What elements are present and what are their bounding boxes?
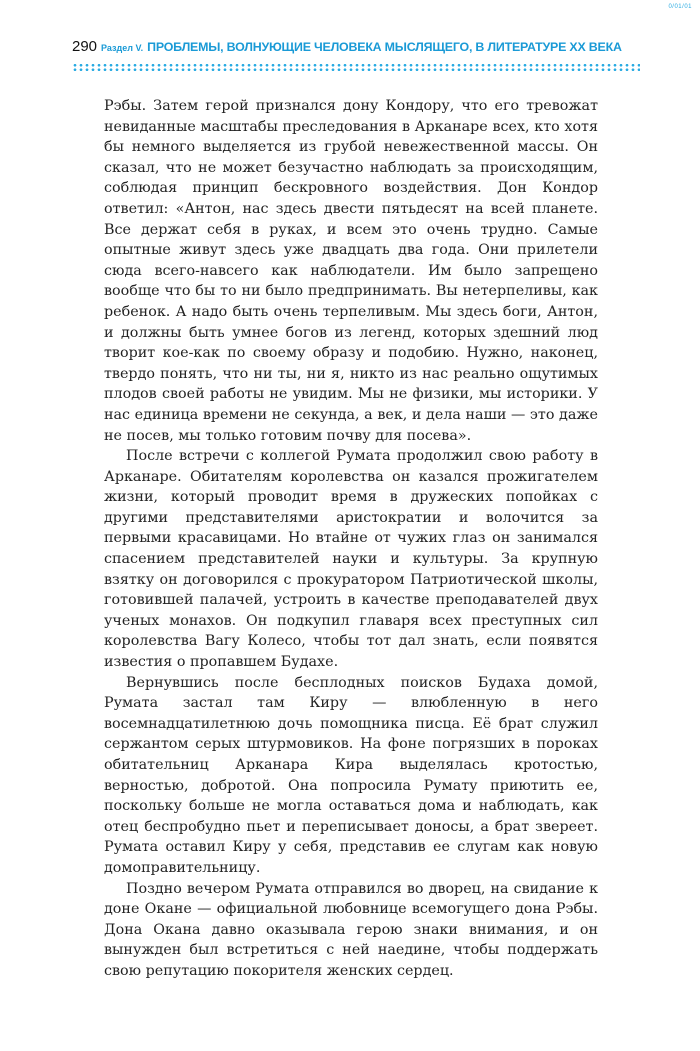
paragraph: Поздно вечером Румата отправился во дворец, на свидание к доне Окане — официальной любовнице всемогущего дона Рэбы. Дона Окана давно оказывала герою знаки внимания, и он вынужден был встретиться с ней наедине, чтобы поддержать свою репутацию покорителя женских сердец. [104, 880, 598, 979]
body-text [104, 96, 598, 982]
corner-print-mark: 0/01/01 [668, 4, 692, 10]
paragraph: После встречи с коллегой Румата продолжил свою работу в Арканаре. Обитателям королевства он казался прожигателем жизни, который проводит время в дружеских попойках с другими представителями аристократии и волочится за первыми красавицами. Но втайне от чужих глаз он занимался спасением представителей науки и культуры. За крупную взятку он договорился с прокуратором Патриотической школы, готовившей палачей, устроить в качестве преподавателей двух ученых монахов. Он подкупил главаря всех преступных сил королевства Вагу Колесо, чтобы тот дал знать, если появятся известия о пропавшем Будахе. [104, 448, 598, 671]
page-number: 290 [72, 38, 98, 55]
section-tag: Раздел V. [101, 43, 144, 53]
paragraph: Рэбы. Затем герой признался дону Кондору, что его тревожат невиданные масштабы преследования в Арканаре всех, кто хотя бы немного выделяется из грубой невежественной массы. Он сказал, что не может безучастно наблюдать за происходящим, соблюдая принцип бескровного воздействия. Дон Кондор ответил: «Антон, нас здесь двести пятьдесят на всей планете. Все держат себя в руках, и всем это очень трудно. Самые опытные живут здесь уже двадцать два года. Они прилетели сюда всего-навсего как наблюдатели. Им было запрещено вообще что бы то ни было предпринимать. Вы нетерпеливы, как ребенок. А надо быть очень терпеливым. Мы здесь боги, Антон, и должны быть умнее богов из легенд, которых здешний люд творит кое-как по своему образу и подобию. Нужно, наконец, твердо понять, что ни ты, ни я, никто из нас реально ощутимых плодов своей работы не увидим. Мы не физики, мы историки. У нас единица времени не секунда, а век, и дела наши — это даже не посев, мы только готовим почву для посева». [104, 98, 598, 444]
paragraph: Вернувшись после бесплодных поисков Будаха домой, Румата застал там Киру — влюбленную в него восемнадцатилетнюю дочь помощника писца. Её брат служил сержантом серых штурмовиков. На фоне погрязших в пороках обитательниц Арканара Кира выделялась кротостью, верностью, добротой. Она попросила Румату приютить ее, поскольку больше не могла оставаться дома и наблюдать, как отец беспробудно пьет и переписывает доносы, а брат звереет. Румата оставил Киру у себя, представив ее слугам как новую домоправительницу. [104, 674, 598, 876]
decorative-dot-rule [72, 63, 640, 72]
running-header [72, 38, 642, 55]
running-title: ПРОБЛЕМЫ, ВОЛНУЮЩИЕ ЧЕЛОВЕКА МЫСЛЯЩЕГО, В ЛИТЕРАТУРЕ XX ВЕКА [147, 40, 622, 54]
